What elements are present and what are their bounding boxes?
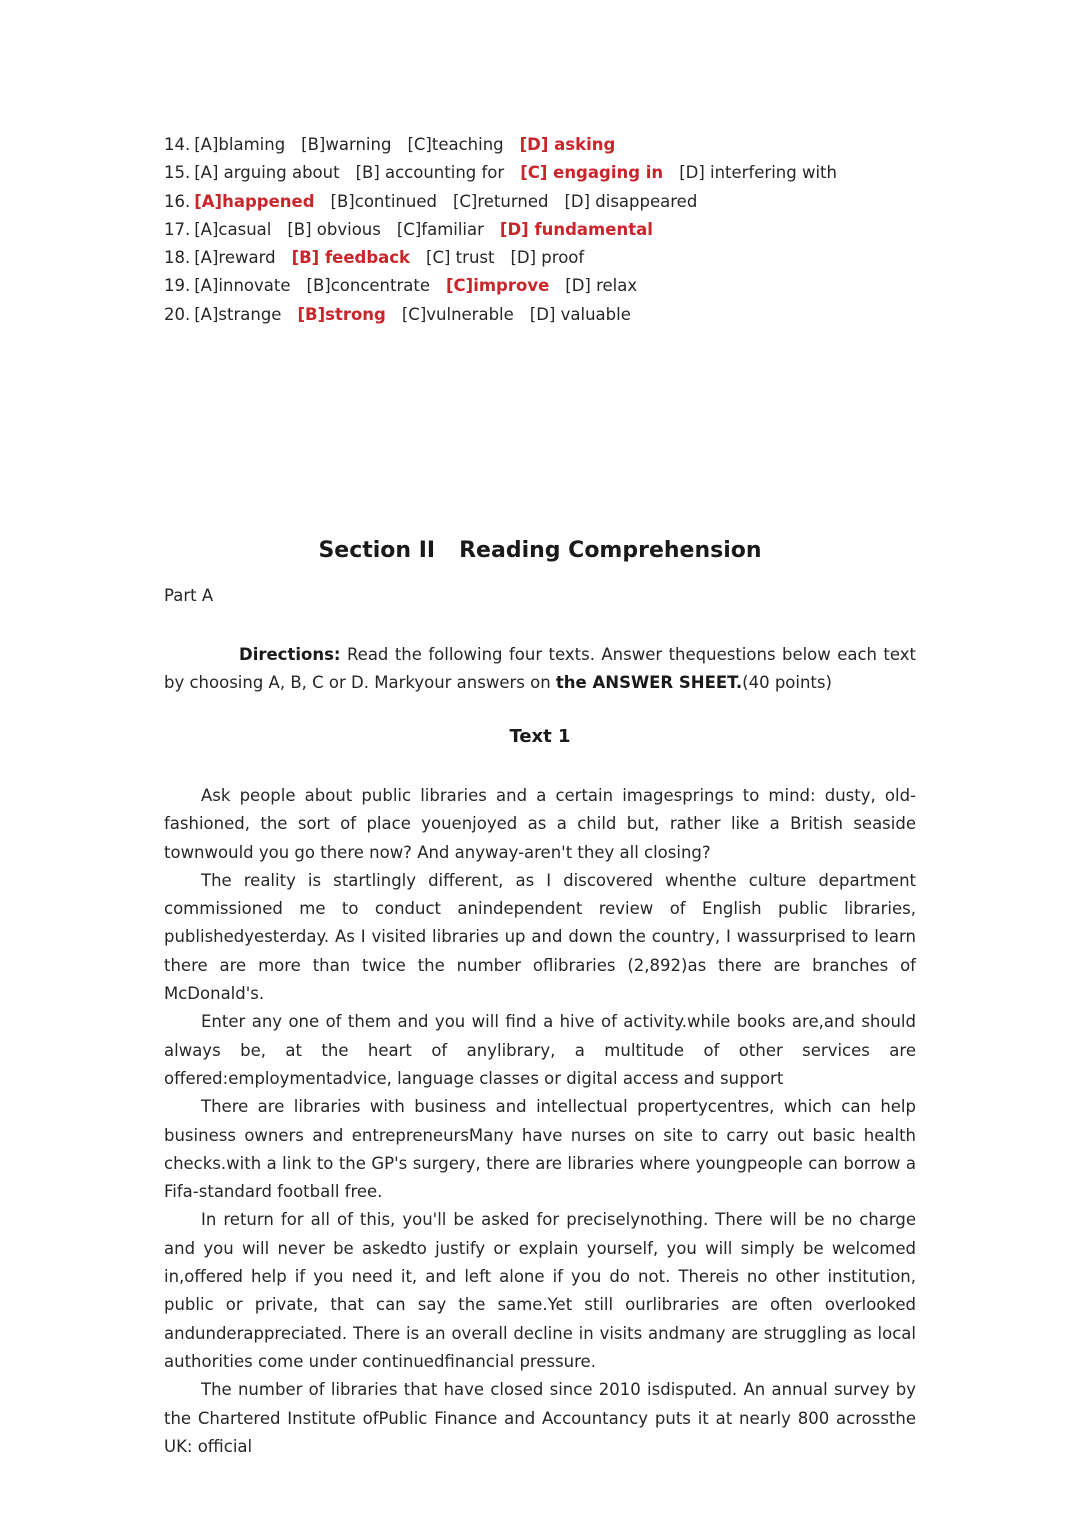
- correct-option: [D] asking: [519, 135, 616, 154]
- passage-paragraph: In return for all of this, you'll be asked for preciselynothing. There will be no charge and you will never be askedto justify or explain yourself, you will simply be welcomed in,offered help if you need it, and left alone if you do not. Thereis no other institution, public or private, that can say the same.Yet still ourlibraries are often overlooked andunderappreciated. There is an overall decline in visits andmany are struggling as local authorities come under continuedfinancial pressure.: [164, 1210, 916, 1371]
- correct-option: [B] feedback: [291, 248, 411, 268]
- answer-sheet-emphasis: the ANSWER SHEET.: [555, 673, 743, 693]
- answer-option: [A]reward: [194, 248, 276, 268]
- answer-option: [B]continued: [330, 191, 437, 211]
- answer-option: [D] proof: [510, 248, 585, 268]
- answer-option: [C]teaching: [407, 135, 504, 154]
- points-text: (40 points): [742, 673, 832, 693]
- answer-option: [C]familiar: [396, 219, 484, 239]
- question-number: 17.: [164, 219, 191, 239]
- section-label: Section II: [318, 538, 436, 563]
- section-title: Reading Comprehension: [459, 538, 762, 563]
- question-number: 19.: [164, 276, 191, 296]
- correct-option: [C]improve: [446, 276, 550, 296]
- answer-option: [A]blaming: [194, 135, 286, 154]
- question-number: 15.: [164, 163, 191, 183]
- answer-line: [164, 188, 924, 216]
- question-number: 18.: [164, 248, 191, 268]
- section-heading: [0, 538, 1080, 563]
- passage-paragraph: The number of libraries that have closed since 2010 isdisputed. An annual survey by the Chartered Institute ofPublic Finance and Accountancy puts it at nearly 800 acrossthe UK: official: [164, 1380, 916, 1456]
- passage-paragraph: The reality is startlingly different, as I discovered whenthe culture department commissioned me to conduct anindependent review of English public libraries, publishedyesterday. As I visited libraries up and down the country, I wassurprised to learn there are more than twice the number oflibraries (2,892)as there are branches of McDonald's.: [164, 870, 916, 1004]
- answer-option: [C]returned: [452, 191, 549, 211]
- answer-option: [D] interfering with: [679, 163, 837, 183]
- answer-option: [B] obvious: [287, 219, 381, 239]
- passage-paragraph: Ask people about public libraries and a certain imagesprings to mind: dusty, old-fashioned, the sort of place youenjoyed as a child but, rather like a British seaside townwould you go there now? And anyway-aren't they all closing?: [164, 786, 916, 862]
- answer-line: [164, 131, 924, 159]
- answer-line: [164, 216, 924, 244]
- part-label: Part A: [164, 586, 214, 605]
- answer-option: [A]casual: [194, 219, 272, 239]
- answer-option: [D] disappeared: [564, 191, 698, 211]
- directions-paragraph: [164, 641, 916, 698]
- correct-option: [C] engaging in: [520, 163, 664, 183]
- directions-label: Directions:: [239, 645, 341, 664]
- answer-option: [D] valuable: [529, 304, 631, 324]
- text-title: Text 1: [509, 726, 571, 747]
- answer-option: [C]vulnerable: [401, 304, 514, 324]
- answer-line: [164, 301, 924, 329]
- answer-option: [A]innovate: [194, 276, 291, 296]
- answer-option: [A] arguing about: [194, 163, 340, 183]
- answer-option: [B]concentrate: [306, 276, 430, 296]
- passage-body: [164, 782, 916, 1461]
- answer-option: [A]strange: [194, 304, 282, 324]
- answer-key-list: [164, 131, 924, 329]
- answer-option: [B]warning: [301, 135, 392, 154]
- answer-line: [164, 272, 924, 300]
- answer-option: [D] relax: [565, 276, 638, 296]
- correct-option: [D] fundamental: [499, 219, 653, 239]
- correct-option: [B]strong: [297, 304, 386, 324]
- correct-option: [A]happened: [194, 191, 315, 211]
- answer-line: [164, 244, 924, 272]
- answer-option: [C] trust: [426, 248, 495, 268]
- question-number: 14.: [164, 135, 191, 154]
- question-number: 20.: [164, 304, 191, 324]
- question-number: 16.: [164, 191, 191, 211]
- passage-paragraph: There are libraries with business and intellectual propertycentres, which can help business owners and entrepreneursMany have nurses on site to carry out basic health checks.with a link to the GP's surgery, there are libraries where youngpeople can borrow a Fifa-standard football free.: [164, 1097, 916, 1202]
- passage-paragraph: Enter any one of them and you will find a hive of activity.while books are,and should always be, at the heart of anylibrary, a multitude of other services are offered:employmentadvice, language classes or digital access and support: [164, 1012, 916, 1088]
- answer-line: [164, 159, 924, 187]
- answer-option: [B] accounting for: [355, 163, 505, 183]
- directions-text: Read the following four texts. Answer thequestions below each text by choosing A, B, C or D. Markyour answers on: [164, 645, 916, 693]
